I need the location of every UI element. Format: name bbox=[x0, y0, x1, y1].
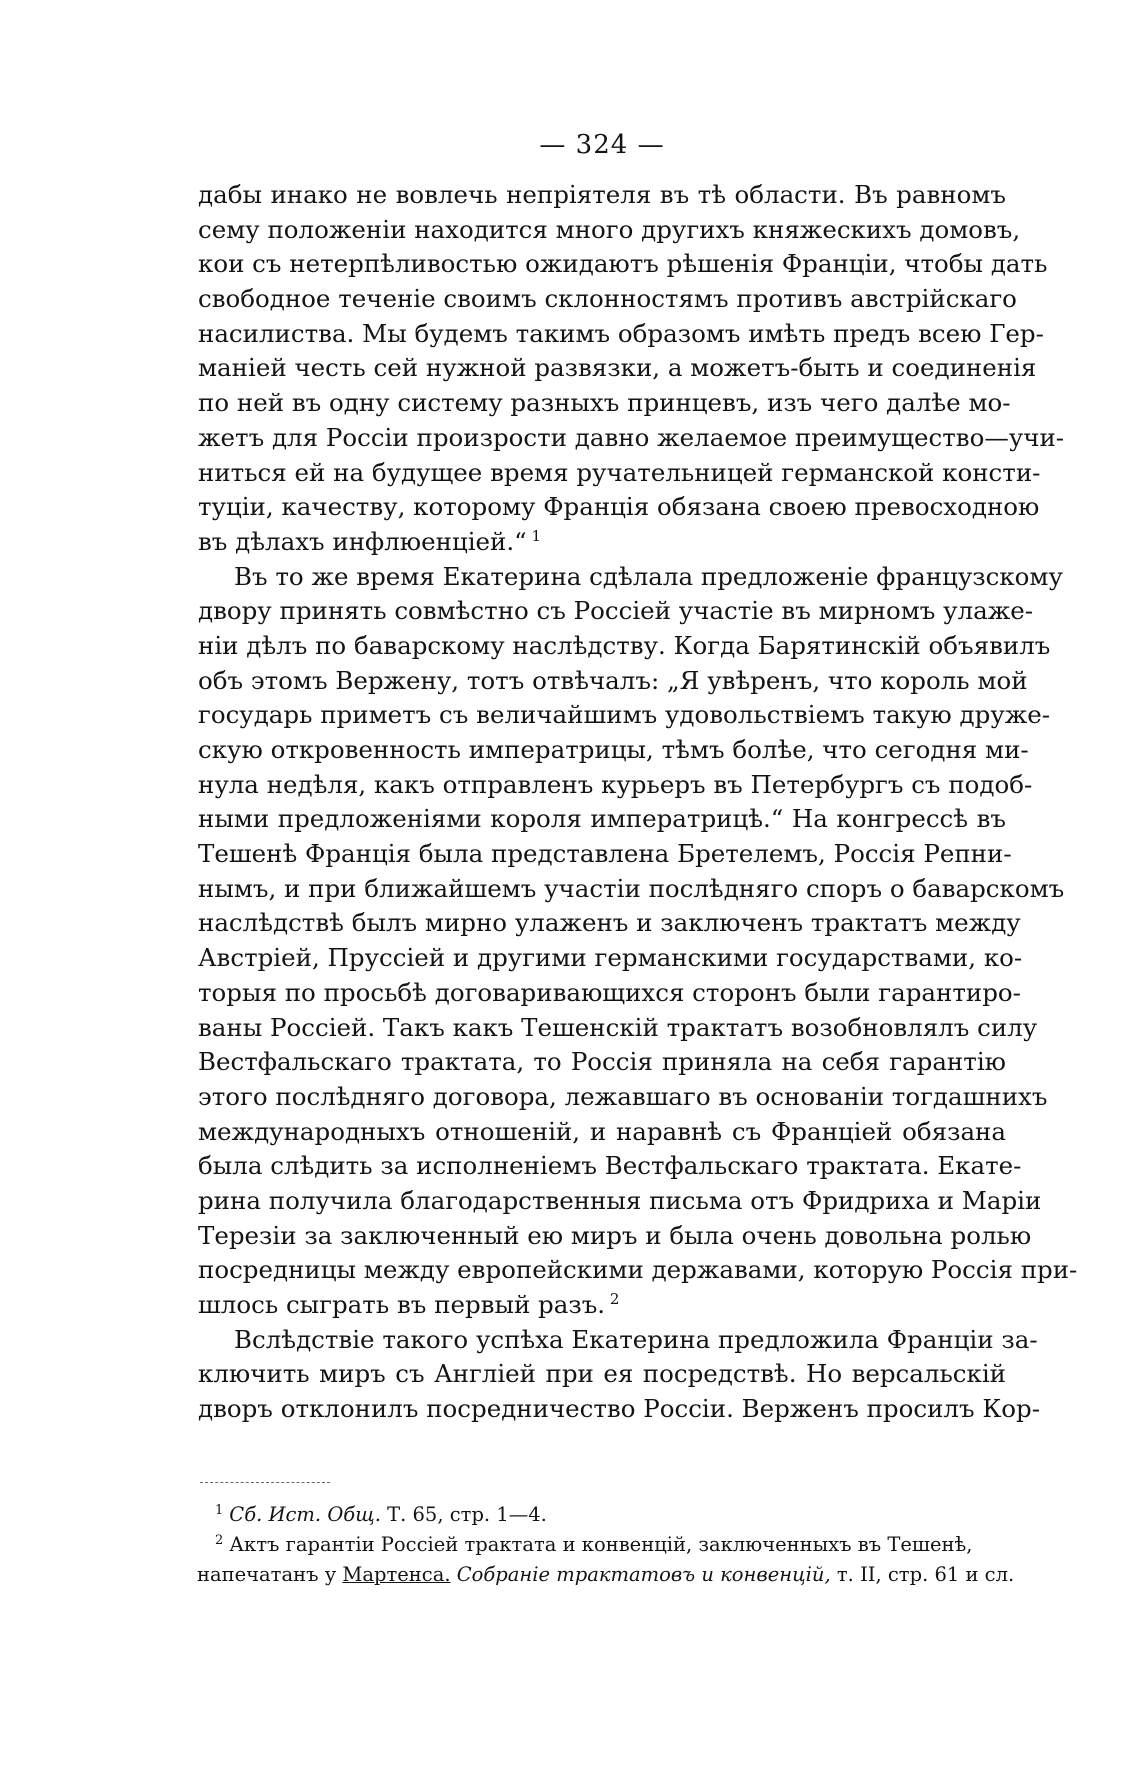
text-line bbox=[198, 629, 1051, 664]
footnote-number: 2 bbox=[215, 1532, 224, 1548]
text-line-content: ключить миръ съ Англіей при ея посредствѣ. Но версальскій bbox=[198, 1359, 1006, 1389]
text-line bbox=[198, 733, 1029, 768]
text-line bbox=[198, 351, 1037, 386]
text-line bbox=[198, 1357, 1006, 1392]
body-text bbox=[198, 178, 1078, 1427]
text-line bbox=[198, 560, 1063, 595]
text-line bbox=[198, 490, 1040, 525]
text-line bbox=[198, 525, 1006, 560]
footnote-1 bbox=[215, 1500, 1005, 1530]
text-line bbox=[198, 1149, 1022, 1184]
text-line bbox=[198, 456, 1041, 491]
footnote-text: напечатанъ у bbox=[197, 1563, 343, 1586]
text-line bbox=[198, 1392, 1041, 1427]
text-line bbox=[198, 1045, 1006, 1080]
text-line bbox=[198, 1253, 1078, 1288]
text-line bbox=[198, 872, 1065, 907]
page-number: — 324 — bbox=[539, 130, 665, 160]
footnote-text: Актъ гарантіи Россіей трактата и конвенцій, заключенныхъ въ Тешенѣ, bbox=[229, 1533, 973, 1556]
text-line bbox=[198, 941, 1023, 976]
text-line-content: нула недѣля, какъ отправленъ курьеръ въ Петербургъ съ подоб- bbox=[198, 769, 1033, 799]
text-line bbox=[198, 386, 1011, 421]
text-line-content: дворъ отклонилъ посредничество Россіи. Верженъ просилъ Кор- bbox=[198, 1394, 1041, 1424]
text-line bbox=[198, 1115, 1006, 1150]
text-line-content: кои съ нетерпѣливостью ожидаютъ рѣшенія Франціи, чтобы дать bbox=[198, 249, 1048, 279]
text-line-content: рина получила благодарственныя письма отъ Фридриха и Маріи bbox=[198, 1185, 1042, 1215]
text-line-content: наслѣдствѣ былъ мирно улаженъ и заключенъ трактатъ между bbox=[198, 908, 1021, 938]
text-line-content: двору принять совмѣстно съ Россіей участіе въ мирномъ улаже- bbox=[198, 596, 1034, 626]
text-line-content: ными предложеніями короля императрицѣ.“ На конгрессѣ въ bbox=[198, 804, 1006, 834]
text-line bbox=[198, 594, 1034, 629]
text-line-content: сему положеніи находится много другихъ княжескихъ домовъ, bbox=[198, 214, 1021, 244]
footnote-text: Мартенса. bbox=[342, 1563, 451, 1586]
text-line-content: этого послѣдняго договора, лежавшаго въ основаніи тогдашнихъ bbox=[198, 1081, 1048, 1111]
text-line-content: по ней въ одну систему разныхъ принцевъ, изъ чего далѣе мо- bbox=[198, 388, 1011, 418]
footnote-separator bbox=[200, 1482, 330, 1483]
text-line bbox=[198, 976, 1021, 1011]
text-line bbox=[198, 837, 1012, 872]
text-line-content: жетъ для Россіи произрости давно желаемое преимущество—учи- bbox=[198, 422, 1065, 452]
text-line-content: насилиства. Мы будемъ такимъ образомъ имѣть предъ всею Гер- bbox=[198, 318, 1044, 348]
text-line bbox=[198, 768, 1033, 803]
text-line bbox=[198, 1323, 1038, 1358]
text-line bbox=[198, 698, 1051, 733]
text-line-content: шлось сыграть въ первый разъ. bbox=[198, 1290, 606, 1319]
text-line bbox=[198, 1219, 1032, 1254]
text-line-content: туціи, качеству, которому Франція обязана своею превосходною bbox=[198, 492, 1040, 522]
text-line bbox=[198, 282, 1017, 317]
text-line-content: была слѣдить за исполненіемъ Вестфальскаго трактата. Екате- bbox=[198, 1151, 1022, 1181]
text-line bbox=[198, 421, 1065, 456]
text-line bbox=[198, 213, 1021, 248]
text-line-content: ніи дѣлъ по баварскому наслѣдству. Когда Барятинскій объявилъ bbox=[198, 630, 1051, 660]
text-line-content: объ этомъ Вержену, тотъ отвѣчалъ: „Я увѣренъ, что король мой bbox=[198, 665, 1028, 695]
text-line bbox=[198, 664, 1028, 699]
text-line-content: ниться ей на будущее время ручательницей германской консти- bbox=[198, 457, 1041, 487]
text-line-content: нымъ, и при ближайшемъ участіи послѣдняго споръ о баварскомъ bbox=[198, 873, 1065, 903]
text-line-content: Тешенѣ Франція была представлена Бретелемъ, Россія Репни- bbox=[198, 839, 1012, 869]
text-line bbox=[198, 317, 1044, 352]
text-line bbox=[198, 906, 1021, 941]
text-line-content: международныхъ отношеній, и наравнѣ съ Франціей обязана bbox=[198, 1116, 1006, 1146]
text-line bbox=[198, 1011, 1038, 1046]
footnotes bbox=[197, 1500, 1015, 1590]
text-line-content: Вслѣдствіе такого успѣха Екатерина предложила Франціи за- bbox=[234, 1324, 1038, 1354]
text-line-content: торыя по просьбѣ договаривающихся сторонъ были гарантиро- bbox=[198, 977, 1021, 1007]
text-line-content: дабы инако не вовлечь непріятеля въ тѣ области. Въ равномъ bbox=[198, 180, 1006, 209]
text-line-content: Австріей, Пруссіей и другими германскими государствами, ко- bbox=[198, 943, 1023, 973]
text-line bbox=[198, 1288, 1006, 1323]
text-line bbox=[198, 1184, 1042, 1219]
footnote-text: Собраніе трактатовъ и конвенцій, bbox=[456, 1563, 831, 1586]
text-line-content: Терезіи за заключенный ею миръ и была очень довольна ролью bbox=[198, 1220, 1032, 1250]
text-line-content: посредницы между европейскими державами, которую Россія при- bbox=[198, 1255, 1078, 1285]
text-line-content: свободное теченіе своимъ склонностямъ противъ австрійскаго bbox=[198, 284, 1017, 314]
footnote-2 bbox=[215, 1530, 1005, 1560]
footnote-text: Сб. Ист. Общ. bbox=[229, 1503, 381, 1526]
footnote-reference: 1 bbox=[526, 526, 541, 545]
text-line-content: скую откровенность императрицы, тѣмъ болѣе, что сегодня ми- bbox=[198, 735, 1029, 764]
text-line-content: ваны Россіей. Такъ какъ Тешенскій трактатъ возобновлялъ силу bbox=[198, 1012, 1038, 1042]
text-line-content: государь приметъ съ величайшимъ удовольствіемъ такую друже- bbox=[198, 700, 1051, 730]
text-line-content: Въ то же время Екатерина сдѣлала предложеніе французскому bbox=[234, 561, 1063, 591]
footnote-reference: 2 bbox=[605, 1289, 620, 1308]
footnote-text: т. II, стр. 61 и сл. bbox=[830, 1563, 1015, 1586]
footnote-number: 1 bbox=[215, 1502, 224, 1518]
text-line bbox=[198, 247, 1048, 282]
text-line-content: Вестфальскаго трактата, то Россія приняла на себя гарантію bbox=[198, 1047, 1006, 1077]
footnote-2-continuation bbox=[197, 1560, 1015, 1590]
footnote-text: Т. 65, стр. 1—4. bbox=[380, 1503, 547, 1526]
text-line bbox=[198, 802, 1006, 837]
text-line-content: въ дѣлахъ инфлюенціей.“ bbox=[198, 526, 527, 556]
text-line-content: маніей честь сей нужной развязки, а можетъ-быть и соединенія bbox=[198, 353, 1037, 383]
text-line bbox=[198, 178, 1006, 213]
text-line bbox=[198, 1080, 1048, 1115]
